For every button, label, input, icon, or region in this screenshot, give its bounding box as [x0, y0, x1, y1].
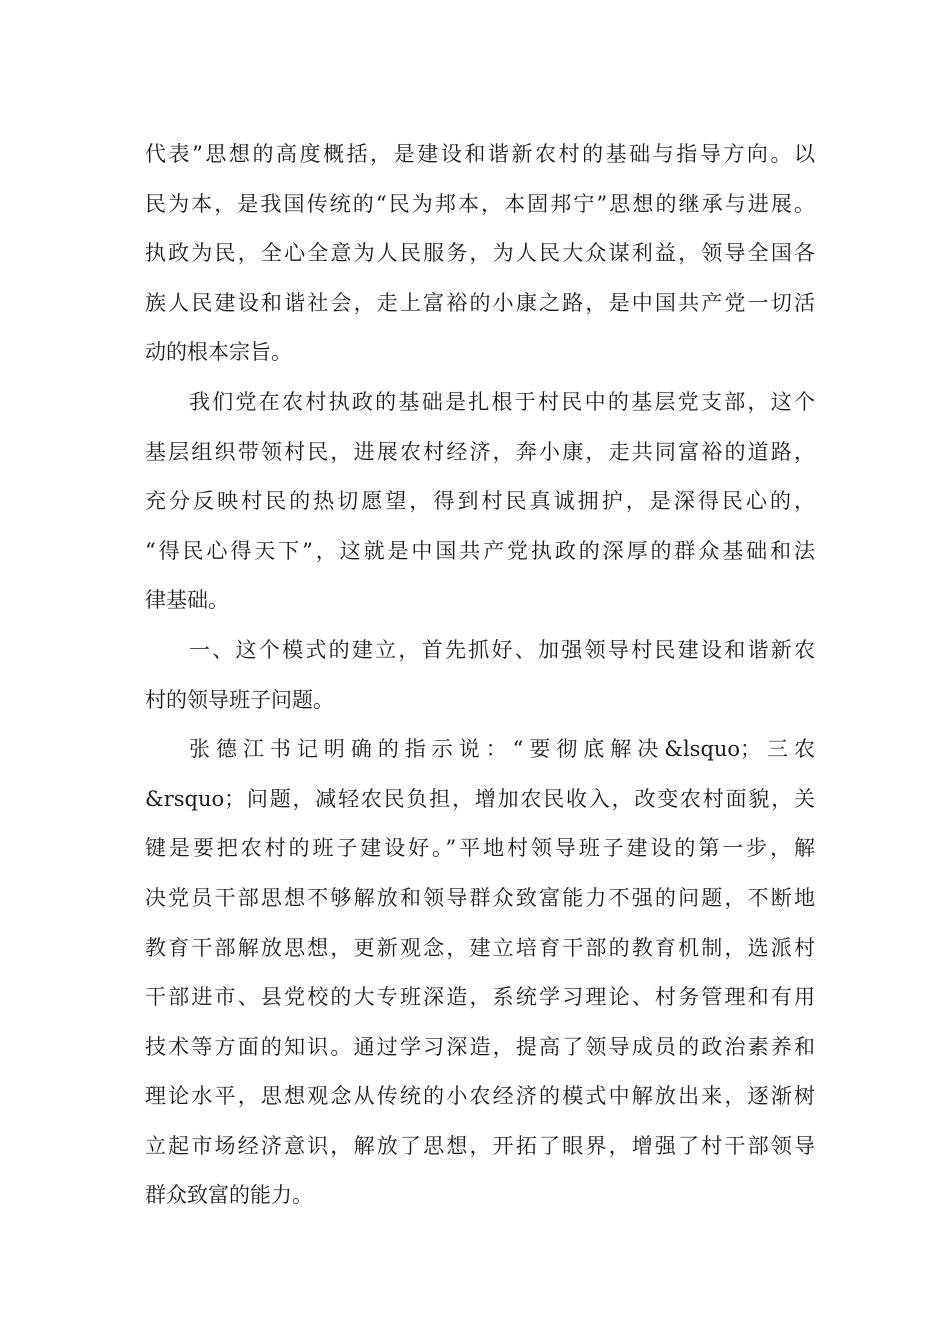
text-line: 立起市场经济意识，解放了思想，开拓了眼界，增强了村干部领导 [145, 1133, 815, 1158]
text-line: 基层组织带领村民，进展农村经济，奔小康，走共同富裕的道路， [145, 439, 815, 464]
text-line: 教育干部解放思想，更新观念，建立培育干部的教育机制，选派村 [145, 935, 815, 960]
text-line: “得民心得天下”，这就是中国共产党执政的深厚的群众基础和法 [145, 538, 815, 563]
document-body [145, 130, 815, 1221]
text-line: 一、这个模式的建立，首先抓好、加强领导村民建设和谐新农 [189, 637, 815, 662]
text-line: 我们党在农村执政的基础是扎根于村民中的基层党支部，这个 [189, 389, 815, 414]
text-line: 键是要把农村的班子建设好。”平地村领导班子建设的第一步，解 [145, 836, 815, 861]
text-line: 理论水平，思想观念从传统的小农经济的模式中解放出来，逐渐树 [145, 1084, 815, 1109]
text-line: 充分反映村民的热切愿望，得到村民真诚拥护，是深得民心的， [145, 489, 815, 514]
text-line: 代表”思想的高度概括，是建设和谐新农村的基础与指导方向。以 [145, 142, 815, 166]
text-line: 族人民建设和谐社会，走上富裕的小康之路，是中国共产党一切活 [145, 290, 815, 315]
paragraph [145, 725, 815, 1221]
text-line: 执政为民，全心全意为人民服务，为人民大众谋利益，领导全国各 [145, 241, 815, 266]
paragraph [145, 626, 815, 725]
text-line: 张德江书记明确的指示说：“要彻底解决&lsquo；三农 [189, 737, 815, 762]
text-line: 村的领导班子问题。 [145, 687, 334, 712]
paragraph [145, 378, 815, 626]
text-line: 干部进市、县党校的大专班深造，系统学习理论、村务管理和有用 [145, 985, 815, 1010]
text-line: 技术等方面的知识。通过学习深造，提高了领导成员的政治素养和 [145, 1034, 815, 1059]
paragraph [145, 130, 815, 378]
text-line: 动的根本宗旨。 [145, 340, 292, 365]
text-line: 群众致富的能力。 [145, 1183, 313, 1208]
text-line: &rsquo；问题，减轻农民负担，增加农民收入，改变农村面貌，关 [145, 786, 815, 811]
text-line: 律基础。 [145, 588, 229, 613]
text-line: 决党员干部思想不够解放和领导群众致富能力不强的问题，不断地 [145, 885, 815, 910]
text-line: 民为本，是我国传统的“民为邦本，本固邦宁”思想的继承与进展。 [145, 191, 815, 216]
